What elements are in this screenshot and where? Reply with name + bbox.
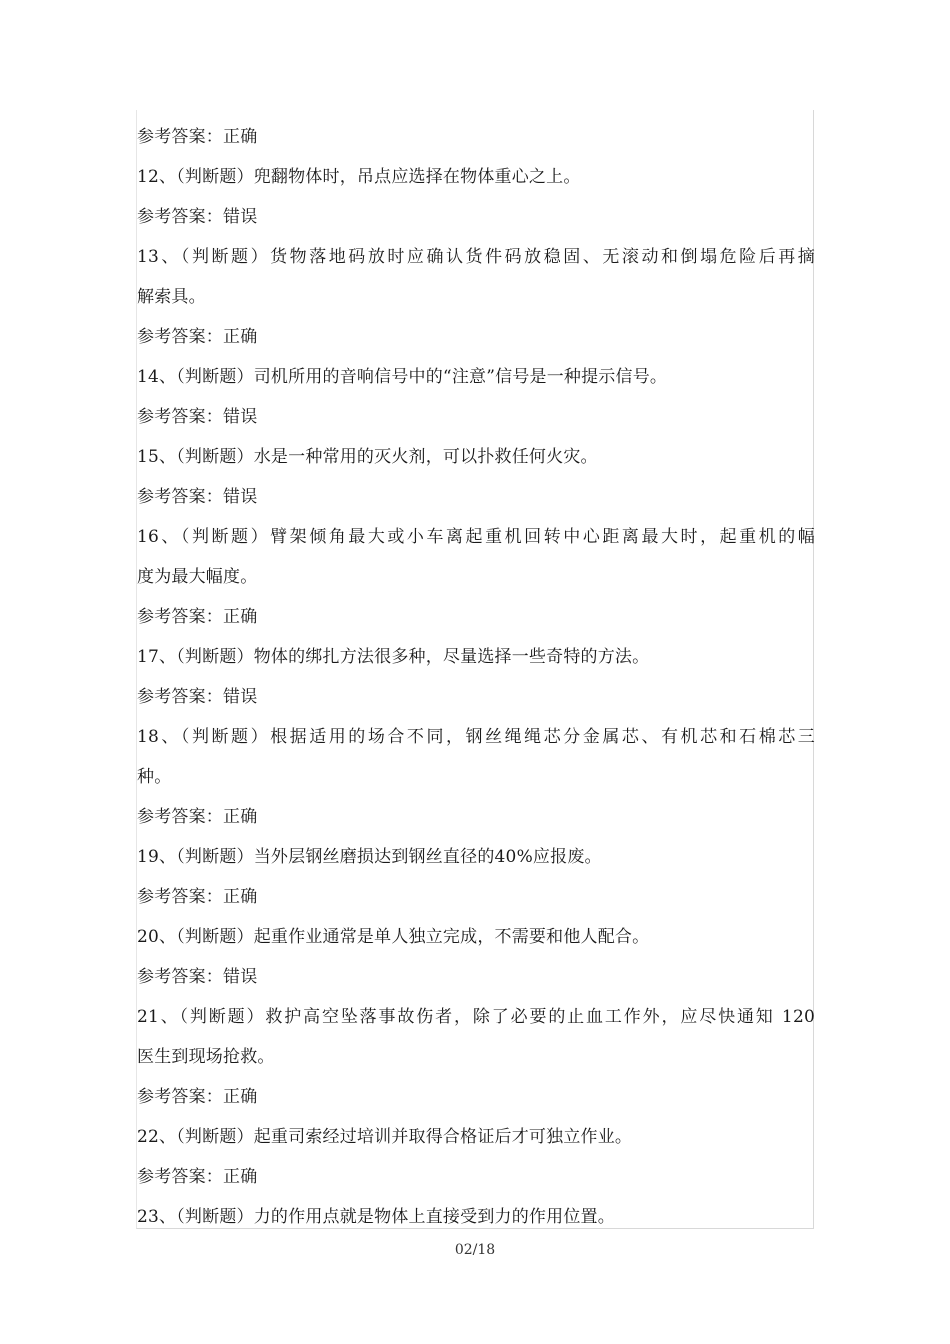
question-line: 23、（判断题）力的作用点就是物体上直接受到力的作用位置。 xyxy=(137,1207,615,1227)
question-line: 度为最大幅度。 xyxy=(137,567,258,587)
question-line: 17、（判断题）物体的绑扎方法很多种，尽量选择一些奇特的方法。 xyxy=(137,647,650,667)
answer-line: 参考答案：正确 xyxy=(137,607,258,627)
question-line: 16、（判断题）臂架倾角最大或小车离起重机回转中心距离最大时，起重机的幅 xyxy=(137,527,815,547)
document-body xyxy=(137,117,815,1237)
question-line: 种。 xyxy=(137,767,172,787)
answer-line: 参考答案：错误 xyxy=(137,687,258,707)
question-line: 15、（判断题）水是一种常用的灭火剂，可以扑救任何火灾。 xyxy=(137,447,598,467)
answer-line: 参考答案：错误 xyxy=(137,967,258,987)
question-line: 20、（判断题）起重作业通常是单人独立完成，不需要和他人配合。 xyxy=(137,927,650,947)
answer-line: 参考答案：正确 xyxy=(137,1087,258,1107)
question-line: 12、（判断题）兜翻物体时，吊点应选择在物体重心之上。 xyxy=(137,167,581,187)
answer-line: 参考答案：错误 xyxy=(137,487,258,507)
question-line: 19、（判断题）当外层钢丝磨损达到钢丝直径的40%应报废。 xyxy=(137,847,602,867)
question-line: 医生到现场抢救。 xyxy=(137,1047,275,1067)
answer-line: 参考答案：正确 xyxy=(137,1167,258,1187)
answer-line: 参考答案：正确 xyxy=(137,327,258,347)
question-line: 22、（判断题）起重司索经过培训并取得合格证后才可独立作业。 xyxy=(137,1127,633,1147)
question-line: 13、（判断题）货物落地码放时应确认货件码放稳固、无滚动和倒塌危险后再摘 xyxy=(137,247,815,267)
answer-line: 参考答案：错误 xyxy=(137,207,258,227)
answer-line: 参考答案：正确 xyxy=(137,887,258,907)
question-line: 14、（判断题）司机所用的音响信号中的“注意”信号是一种提示信号。 xyxy=(137,367,668,387)
question-line: 18、（判断题）根据适用的场合不同，钢丝绳绳芯分金属芯、有机芯和石棉芯三 xyxy=(137,727,815,747)
question-line: 解索具。 xyxy=(137,287,206,307)
answer-line: 参考答案：正确 xyxy=(137,127,258,147)
page-number: 02/18 xyxy=(454,1242,496,1258)
answer-line: 参考答案：错误 xyxy=(137,407,258,427)
question-line: 21、（判断题）救护高空坠落事故伤者，除了必要的止血工作外，应尽快通知 120 xyxy=(137,1007,815,1027)
answer-line: 参考答案：正确 xyxy=(137,807,258,827)
